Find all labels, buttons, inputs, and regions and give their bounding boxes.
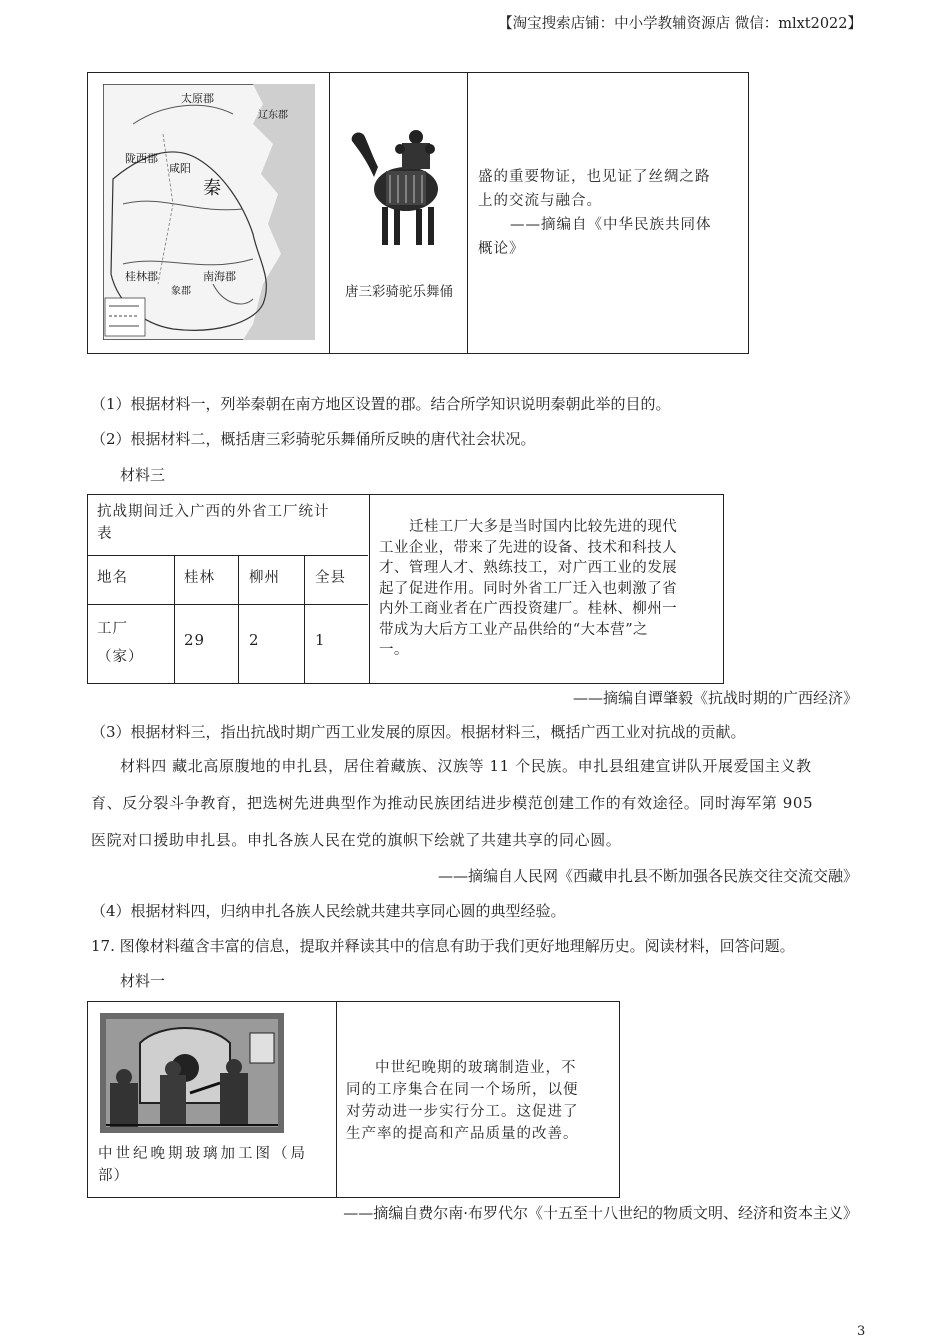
- map-label-taiyuan: 太原郡: [181, 92, 214, 105]
- table-title: 抗战期间迁入广西的外省工厂统计 表: [97, 504, 330, 542]
- qin-map-image: [103, 84, 315, 340]
- map-label-xiang: 象郡: [171, 286, 191, 297]
- question-17-text: 中世纪晚期的玻璃制造业，不 同的工序集合在同一个场所，以便 对劳动进一步实行分工。这促进了 生产率的提高和产品质量的改善。: [346, 1060, 579, 1142]
- question-4: （4）根据材料四，归纳申扎各族人民绘就共建共享同心圆的典型经验。: [91, 902, 566, 920]
- material-three-table: [87, 494, 724, 684]
- material-three-source: ——摘编自谭肇毅《抗战时期的广西经济》: [572, 689, 858, 707]
- page-number: 3: [857, 1324, 866, 1339]
- header-place: 地名: [97, 570, 128, 586]
- material-two-table: [87, 72, 749, 354]
- value-guilin: 29: [184, 631, 206, 649]
- material-three-label: 材料三: [120, 466, 166, 484]
- map-label-qin: 秦: [203, 178, 221, 199]
- map-label-longxi: 陇西郡: [125, 152, 158, 165]
- header-guilin: 桂林: [184, 570, 215, 586]
- map-label-xianyang: 咸阳: [169, 162, 191, 175]
- header-liuzhou: 柳州: [249, 570, 280, 586]
- question-17-source: ——摘编自费尔南·布罗代尔《十五至十八世纪的物质文明、经济和资本主义》: [343, 1204, 858, 1222]
- material-two-text: 盛的重要物证，也见证了丝绸之路 上的交流与融合。 ——摘编自《中华民族共同体 概论》: [478, 169, 712, 257]
- question-3: （3）根据材料三，指出抗战时期广西工业发展的原因。根据材料三，概括广西工业对抗战的贡献。: [91, 723, 746, 741]
- question-17-material-label: 材料一: [120, 972, 166, 990]
- material-three-text: 迁桂工厂大多是当时国内比较先进的现代 工业企业，带来了先进的设备、技术和科技人 才、管理人才、熟练技工，对广西工业的发展 起了促进作用。同时外省工厂迁入也刺激了省 内外工商业者在广西投资建厂。桂林、柳州一 带成为大后方工业产品供给的“大本营”之 一。: [379, 519, 678, 658]
- question-17-intro: 17. 图像材料蕴含丰富的信息，提取并释读其中的信息有助于我们更好地理解历史。阅读材料，回答问题。: [91, 937, 795, 955]
- header-note: 【淘宝搜索店铺：中小学教辅资源店 微信：mlxt2022】: [498, 16, 862, 32]
- question-2: （2）根据材料二，概括唐三彩骑驼乐舞俑所反映的唐代社会状况。: [91, 430, 536, 448]
- glassmaking-caption: 中世纪晚期玻璃加工图（局 部）: [98, 1146, 308, 1184]
- map-label-liaodong: 辽东郡: [258, 110, 288, 121]
- map-label-guilin: 桂林郡: [125, 270, 158, 283]
- value-quanxian: 1: [315, 631, 326, 649]
- header-quanxian: 全县: [315, 570, 346, 586]
- material-four-text: 材料四 藏北高原腹地的申扎县，居住着藏族、汉族等 11 个民族。申扎县组建宣讲队开展爱国主义教 育、反分裂斗争教育，把选树先进典型作为推动民族团结进步模范创建工作的有效途径。同时海军第 905 医院对口援助申扎县。申扎各族人民在党的旗帜下绘就了共建共享的同心圆。: [91, 757, 814, 849]
- question-17-table: [87, 1001, 620, 1198]
- map-label-nanhai: 南海郡: [203, 270, 236, 283]
- value-liuzhou: 2: [249, 631, 260, 649]
- camel-caption: 唐三彩骑驼乐舞俑: [345, 284, 453, 300]
- question-1: （1）根据材料一，列举秦朝在南方地区设置的郡。结合所学知识说明秦朝此举的目的。: [91, 395, 671, 413]
- row-label: 工厂 （家）: [97, 621, 144, 665]
- camel-figure-image: [346, 119, 450, 249]
- material-four-source: ——摘编自人民网《西藏申扎县不断加强各民族交往交流交融》: [437, 867, 858, 885]
- glassmaking-woodcut-image: [100, 1013, 284, 1133]
